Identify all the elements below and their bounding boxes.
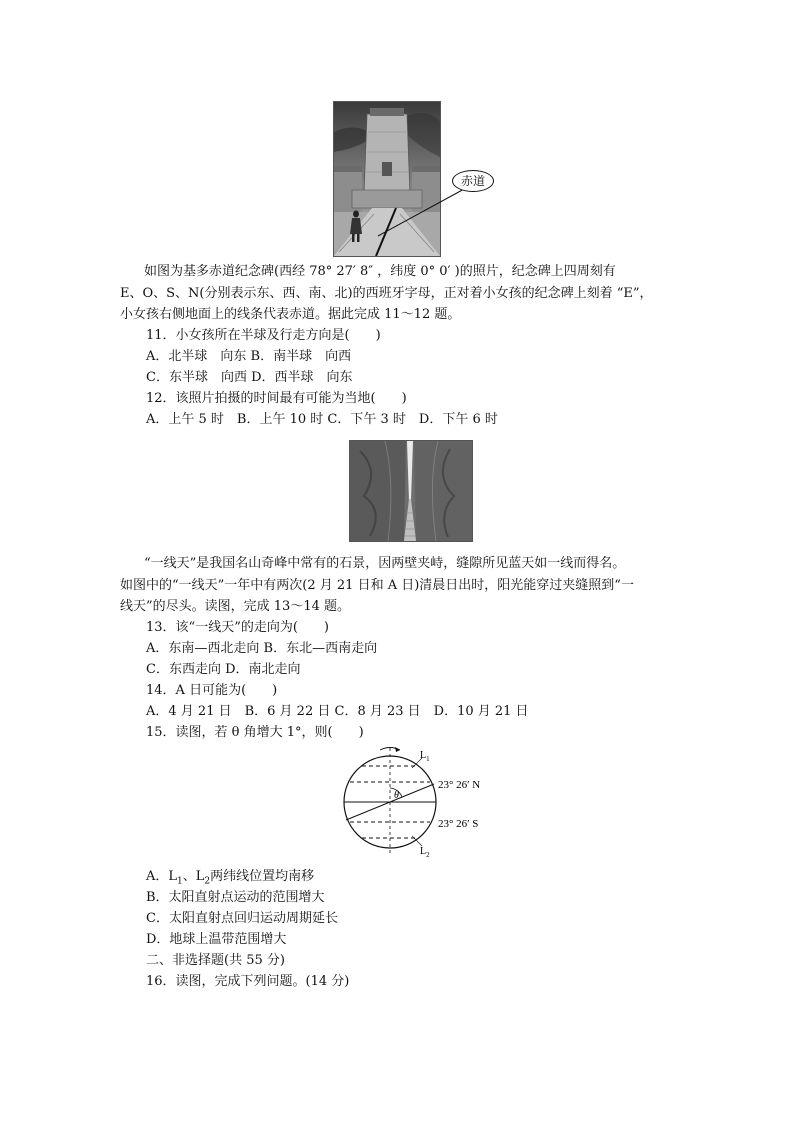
- yixiantian-photo: [349, 440, 473, 542]
- yixiantian-illustration: [350, 441, 472, 541]
- q11-stem: 11．小女孩所在半球及行走方向是( ): [146, 328, 381, 343]
- q15-option-c: C．太阳直射点回归运动周期延长: [146, 911, 338, 926]
- l2-label: $L_2$: [420, 846, 430, 859]
- intro2-line3: 线天”的尽头。读图，完成 13～14 题。: [120, 599, 350, 614]
- intro1-line1: 如图为基多赤道纪念碑(西经 78° 27′ 8″ ，纬度 0° 0′ )的照片，纪念碑上四周刻有: [144, 264, 616, 279]
- theta-label: θ: [394, 790, 399, 801]
- intro1-line2: E、O、S、N(分别表示东、西、南、北)的西班牙字母，正对着小女孩的纪念碑上刻着 “E”，: [120, 286, 653, 301]
- q13-stem: 13．该“一线天”的走向为( ): [146, 620, 329, 635]
- q11-options-cd: C．东半球 向西 D．西半球 向东: [146, 370, 353, 385]
- q14-options: A．4 月 21 日 B．6 月 22 日 C．8 月 23 日 D．10 月 21 日: [146, 704, 529, 719]
- equator-callout-label: 赤道: [460, 174, 485, 188]
- section-heading: 二、非选择题(共 55 分): [146, 953, 285, 968]
- earth-tilt-diagram: [332, 744, 532, 862]
- south-tropic-label: 23° 26′ S: [438, 818, 479, 830]
- l1-label: $L_1$: [420, 750, 430, 763]
- q12-stem: 12．该照片拍摄的时间最有可能为当地( ): [146, 391, 407, 406]
- q13-options-ab: A．东南—西北走向 B．东北—西南走向: [146, 641, 378, 656]
- north-tropic-label: 23° 26′ N: [438, 779, 481, 791]
- q12-options: A．上午 5 时 B．上午 10 时 C．下午 3 时 D．下午 6 时: [146, 412, 498, 427]
- q15-option-a: A．$L_1$、$L_2$两纬线位置均南移: [146, 869, 315, 887]
- q14-stem: 14．A 日可能为( ): [146, 683, 278, 698]
- q15-stem: 15．读图，若 θ 角增大 1°，则( ): [146, 725, 364, 740]
- intro2-line2: 如图中的“一线天”一年中有两次(2 月 21 日和 A 日)清晨日出时，阳光能穿过夹缝照到“一: [120, 578, 634, 593]
- intro2-line1: “一线天”是我国名山奇峰中常有的石景，因两壁夹峙，缝隙所见蓝天如一线而得名。: [144, 556, 626, 571]
- q16-stem: 16．读图，完成下列问题。(14 分): [146, 974, 350, 989]
- intro1-line3: 小女孩右侧地面上的线条代表赤道。据此完成 11～12 题。: [120, 307, 461, 322]
- q11-options-ab: A．北半球 向东 B．南半球 向西: [146, 349, 352, 364]
- equator-callout-bubble: [452, 170, 494, 192]
- q15-option-d: D．地球上温带范围增大: [146, 932, 287, 947]
- q13-options-cd: C．东西走向 D．南北走向: [146, 662, 301, 677]
- q15-option-b: B．太阳直射点运动的范围增大: [146, 890, 325, 905]
